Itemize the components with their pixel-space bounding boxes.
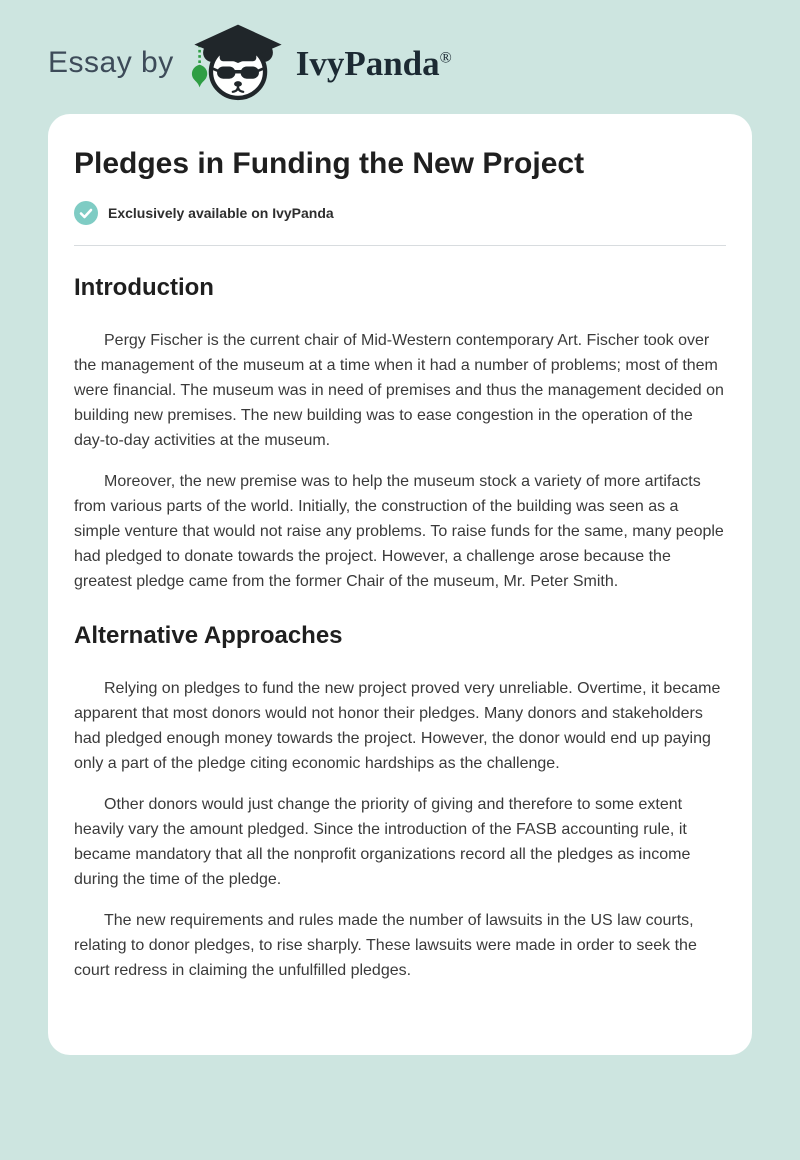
page-header (0, 0, 800, 104)
section-introduction (74, 273, 726, 594)
paragraph: Moreover, the new premise was to help the museum stock a variety of more artifacts from various parts of the world. Initially, the construction of the building was seen as a simple venture that would not raise any problems. To raise funds for the same, many people had pledged to donate towards the project. However, a challenge arose because the greatest pledge came from the former Chair of the museum, Mr. Peter Smith. (74, 473, 724, 590)
badge-label: Exclusively available on IvyPanda (108, 205, 334, 221)
panda-graduate-logo-icon (190, 21, 286, 105)
essay-title: Pledges in Funding the New Project (74, 147, 585, 180)
paragraph: Relying on pledges to fund the new project proved very unreliable. Overtime, it became apparent that most donors would not honor their pledges. Many donors and stakeholders had pledged enough money towards the project. However, the donor would end up paying only a part of the pledge citing economic hardships as the challenge. (74, 680, 721, 772)
divider (74, 245, 726, 246)
section-heading: Alternative Approaches (74, 622, 343, 649)
essay-card (48, 114, 752, 1055)
registered-mark: ® (439, 48, 452, 66)
check-icon (74, 201, 98, 225)
exclusive-badge (74, 201, 726, 225)
brand-name: IvyPanda® (295, 43, 452, 83)
section-heading: Introduction (74, 274, 214, 301)
essay-by-text: Essay by (48, 46, 174, 79)
paragraph: Other donors would just change the priority of giving and therefore to some extent heavily vary the amount pledged. Since the introduction of the FASB accounting rule, it became mandatory that all the nonprofit organizations record all the pledges as income during the time of the pledge. (74, 796, 691, 888)
paragraph: Pergy Fischer is the current chair of Mid-Western contemporary Art. Fischer took over the management of the museum at a time when it had a number of problems; most of them were financial. The museum was in need of premises and thus the management decided on building new premises. The new building was to ease congestion in the operation of the day-to-day activities at the museum. (74, 332, 724, 449)
section-alternative-approaches (74, 621, 726, 983)
paragraph: The new requirements and rules made the number of lawsuits in the US law courts, relating to donor pledges, to rise sharply. These lawsuits were made in order to seek the court redress in claiming the unfulfilled pledges. (74, 912, 697, 979)
